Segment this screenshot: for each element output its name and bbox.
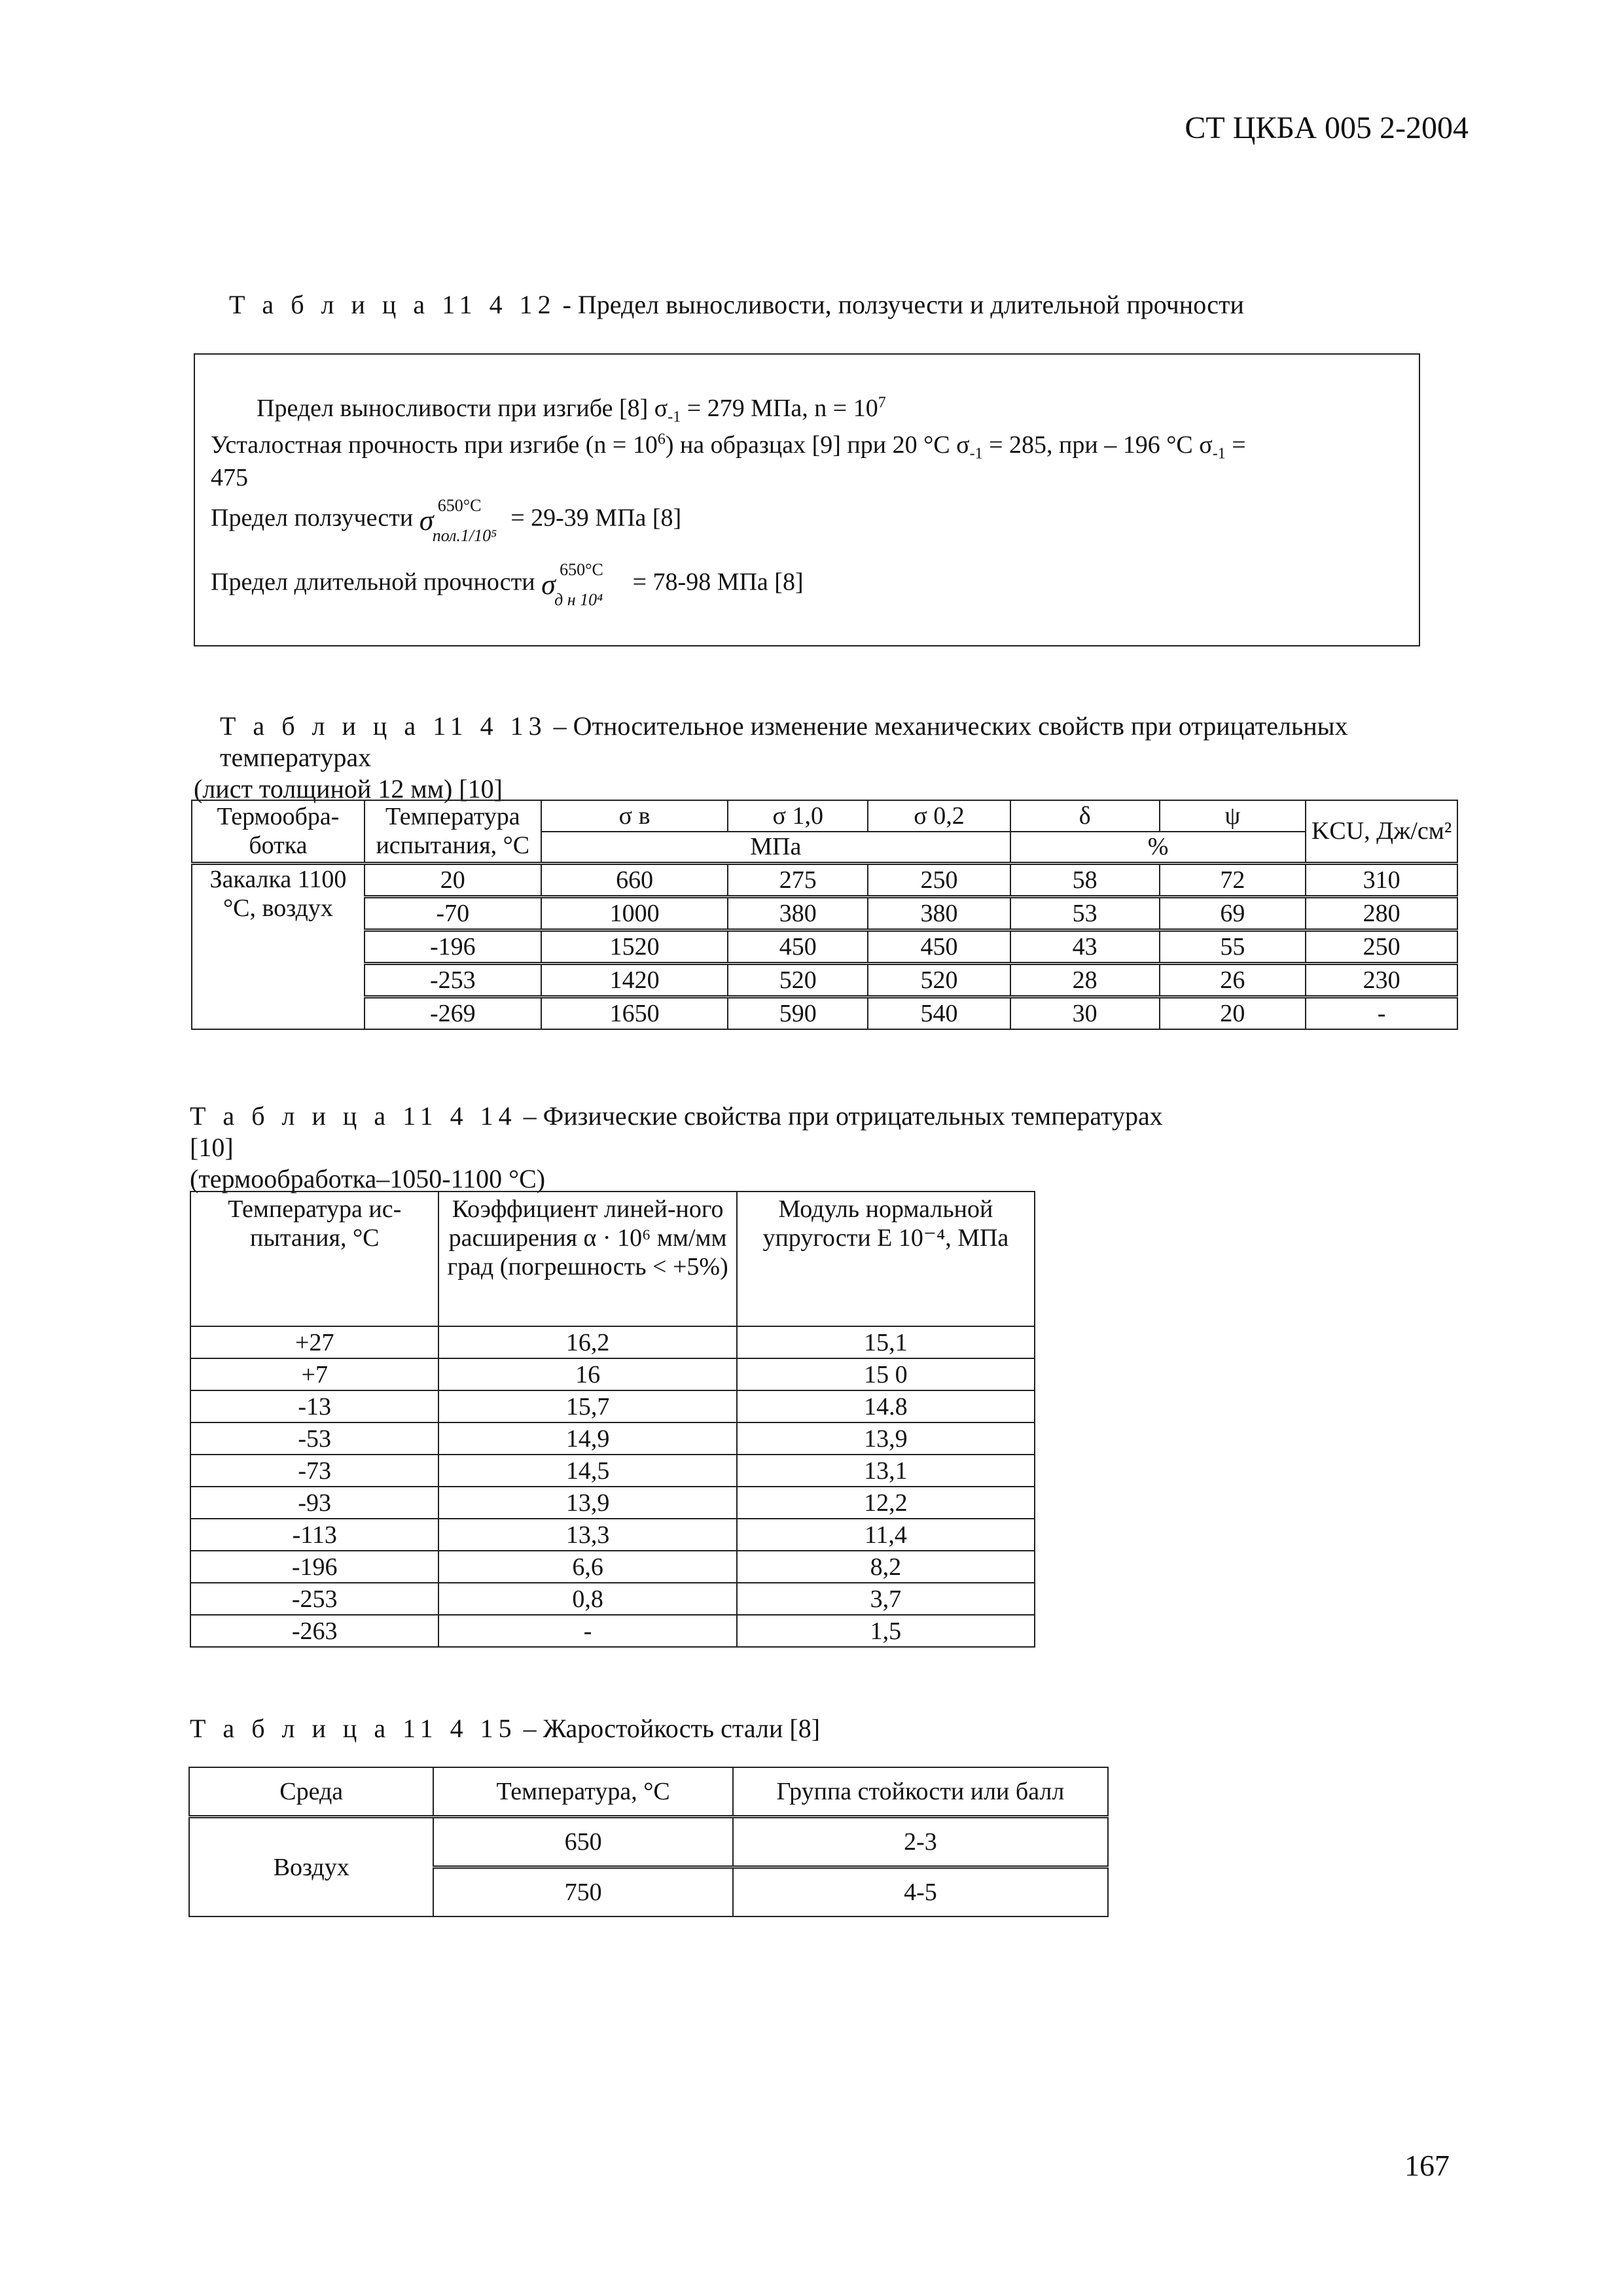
table-cell: 450: [868, 930, 1010, 963]
header-test-temperature: Температура ис-пытания, °С: [190, 1192, 438, 1326]
table-row: [192, 997, 1457, 1029]
table-row: [190, 1326, 1035, 1358]
table-cell: 650: [433, 1817, 732, 1867]
header-sigma-10: σ 1,0: [728, 800, 868, 832]
table-cell: -70: [365, 896, 541, 930]
table-cell: 20: [365, 863, 541, 896]
creep-limit-line: Предел ползучести σ 650°С пол.1/10⁵ = 29-39 МПа [8]: [211, 496, 682, 545]
table-cell: 250: [1306, 930, 1457, 963]
table-cell: 1420: [541, 963, 728, 997]
table-cell: 30: [1010, 997, 1160, 1029]
table-row: [190, 1583, 1035, 1615]
creep-limit-symbol: σ 650°С пол.1/10⁵: [419, 496, 497, 545]
table-cell: 15 0: [737, 1358, 1035, 1390]
table-cell: 13,9: [737, 1422, 1035, 1455]
header-temperature: Температура, °С: [433, 1767, 732, 1817]
table-cell: 14.8: [737, 1390, 1035, 1422]
table-row: [190, 1358, 1035, 1390]
table-cell: -53: [190, 1422, 438, 1455]
table-cell: 16,2: [438, 1326, 736, 1358]
header-psi: ψ: [1160, 800, 1306, 832]
table-cell: 12,2: [737, 1487, 1035, 1519]
table-cell: -263: [190, 1615, 438, 1647]
table-cell: 1,5: [737, 1615, 1035, 1647]
table-cell: 6,6: [438, 1551, 736, 1583]
table-cell: 14,5: [438, 1455, 736, 1487]
header-kcu: KCU, Дж/см²: [1306, 800, 1457, 863]
table-cell: 13,3: [438, 1519, 736, 1551]
table-row: [190, 1519, 1035, 1551]
table12-caption-text: - Предел выносливости, ползучести и длительной прочности: [556, 290, 1244, 319]
table-row: [192, 930, 1457, 963]
table14: [190, 1191, 1035, 1648]
medium-cell: Воздух: [189, 1817, 433, 1917]
table-cell: -: [1306, 997, 1457, 1029]
table-row: [190, 1422, 1035, 1455]
table-cell: 750: [433, 1867, 732, 1917]
table-cell: 3,7: [737, 1583, 1035, 1615]
table-cell: 380: [868, 896, 1010, 930]
table-cell: 540: [868, 997, 1010, 1029]
table-cell: -269: [365, 997, 541, 1029]
table15: [188, 1767, 1109, 1917]
table-row: [190, 1551, 1035, 1583]
header-expansion-coefficient: Коэффициент линей-ного расширения α · 10⁶ мм/мм град (погрешность < +5%): [438, 1192, 736, 1326]
header-medium: Среда: [189, 1767, 433, 1817]
header-unit-percent: %: [1010, 832, 1306, 863]
table-row: [192, 896, 1457, 930]
table-cell: -113: [190, 1519, 438, 1551]
table-cell: -73: [190, 1455, 438, 1487]
header-temperature: Температура испытания, °С: [365, 800, 541, 863]
table-cell: -: [438, 1615, 736, 1647]
table-cell: -253: [365, 963, 541, 997]
table14-caption: Т а б л и ц а 11 4 14 – Физические свойства при отрицательных температурах [10] (термообработка–1050-1100 °С): [190, 1101, 1163, 1193]
table15-caption: Т а б л и ц а 11 4 15 – Жаростойкость стали [8]: [190, 1714, 821, 1743]
table-cell: -13: [190, 1390, 438, 1422]
table-row: [192, 963, 1457, 997]
table-cell: 1650: [541, 997, 728, 1029]
treatment-cell: Закалка 1100 °С, воздух: [192, 863, 365, 1029]
table-cell: 58: [1010, 863, 1160, 896]
table-row: [190, 1615, 1035, 1647]
header-unit-mpa: МПа: [541, 832, 1010, 863]
table-cell: 1000: [541, 896, 728, 930]
table-cell: 11,4: [737, 1519, 1035, 1551]
table-cell: -196: [365, 930, 541, 963]
long-strength-line: Предел длительной прочности σ 650°С д н 10⁴ = 78-98 МПа [8]: [211, 560, 804, 609]
table-cell: 380: [728, 896, 868, 930]
table-cell: -196: [190, 1551, 438, 1583]
table-cell: 4-5: [733, 1867, 1108, 1917]
header-sigma-02: σ 0,2: [868, 800, 1010, 832]
fatigue-strength-line: Усталостная прочность при изгибе $(n = 10^6)$ на образцах [9] при 20 °С $\sigma_{-1} = 285$, при – 196 °С $\sigma_{-1}$ =: [211, 431, 1246, 463]
table-row: [190, 1390, 1035, 1422]
table-cell: 20: [1160, 997, 1306, 1029]
table13-caption: Т а б л и ц а 11 4 13 – Относительное изменение механических свойств при отрицательных температурах (лист толщиной 12 мм) [10]: [194, 711, 1348, 804]
table-cell: 8,2: [737, 1551, 1035, 1583]
header-delta: δ: [1010, 800, 1160, 832]
table-cell: -253: [190, 1583, 438, 1615]
table-row: [189, 1817, 1108, 1867]
table-row: [192, 863, 1457, 896]
table-cell: 72: [1160, 863, 1306, 896]
table12-caption: [229, 289, 1244, 321]
table-cell: 16: [438, 1358, 736, 1390]
table-cell: +7: [190, 1358, 438, 1390]
header-treatment: Термообра-ботка: [192, 800, 365, 863]
table-cell: 53: [1010, 896, 1160, 930]
header-elastic-modulus: Модуль нормальной упругости E 10⁻⁴, МПа: [737, 1192, 1035, 1326]
table-cell: 28: [1010, 963, 1160, 997]
table-cell: 15,7: [438, 1390, 736, 1422]
table-cell: 1520: [541, 930, 728, 963]
table-cell: 14,9: [438, 1422, 736, 1455]
table-cell: 520: [728, 963, 868, 997]
table-cell: 43: [1010, 930, 1160, 963]
table-cell: 230: [1306, 963, 1457, 997]
table-cell: 590: [728, 997, 868, 1029]
page-number: 167: [1404, 2149, 1450, 2182]
table-cell: 13,1: [737, 1455, 1035, 1487]
table-row: [190, 1487, 1035, 1519]
table-cell: 450: [728, 930, 868, 963]
long-strength-symbol: σ 650°С д н 10⁴: [541, 560, 603, 609]
table-cell: 310: [1306, 863, 1457, 896]
table-cell: 520: [868, 963, 1010, 997]
header-sigma-b: σ в: [541, 800, 728, 832]
table-cell: 660: [541, 863, 728, 896]
table-cell: -93: [190, 1487, 438, 1519]
table12-caption-prefix: Т а б л и ц а 11 4 12: [229, 290, 556, 319]
table-cell: 0,8: [438, 1583, 736, 1615]
table-cell: +27: [190, 1326, 438, 1358]
table-cell: 55: [1160, 930, 1306, 963]
table-cell: 26: [1160, 963, 1306, 997]
table-row: [190, 1455, 1035, 1487]
table-cell: 69: [1160, 896, 1306, 930]
table-cell: 15,1: [737, 1326, 1035, 1358]
fatigue-limit-line: Предел выносливости при изгибе [8] $\sigma_{-1} = 279$ МПа, $n = 10^7$: [257, 394, 886, 426]
table12-box: [194, 353, 1420, 646]
header-resistance-group: Группа стойкости или балл: [733, 1767, 1108, 1817]
table-cell: 13,9: [438, 1487, 736, 1519]
table-cell: 2-3: [733, 1817, 1108, 1867]
table13: [191, 800, 1458, 1030]
table-cell: 275: [728, 863, 868, 896]
fatigue-strength-value: 475: [211, 464, 248, 491]
table-cell: 250: [868, 863, 1010, 896]
document-code: СТ ЦКБА 005 2-2004: [1185, 111, 1469, 145]
table-cell: 280: [1306, 896, 1457, 930]
